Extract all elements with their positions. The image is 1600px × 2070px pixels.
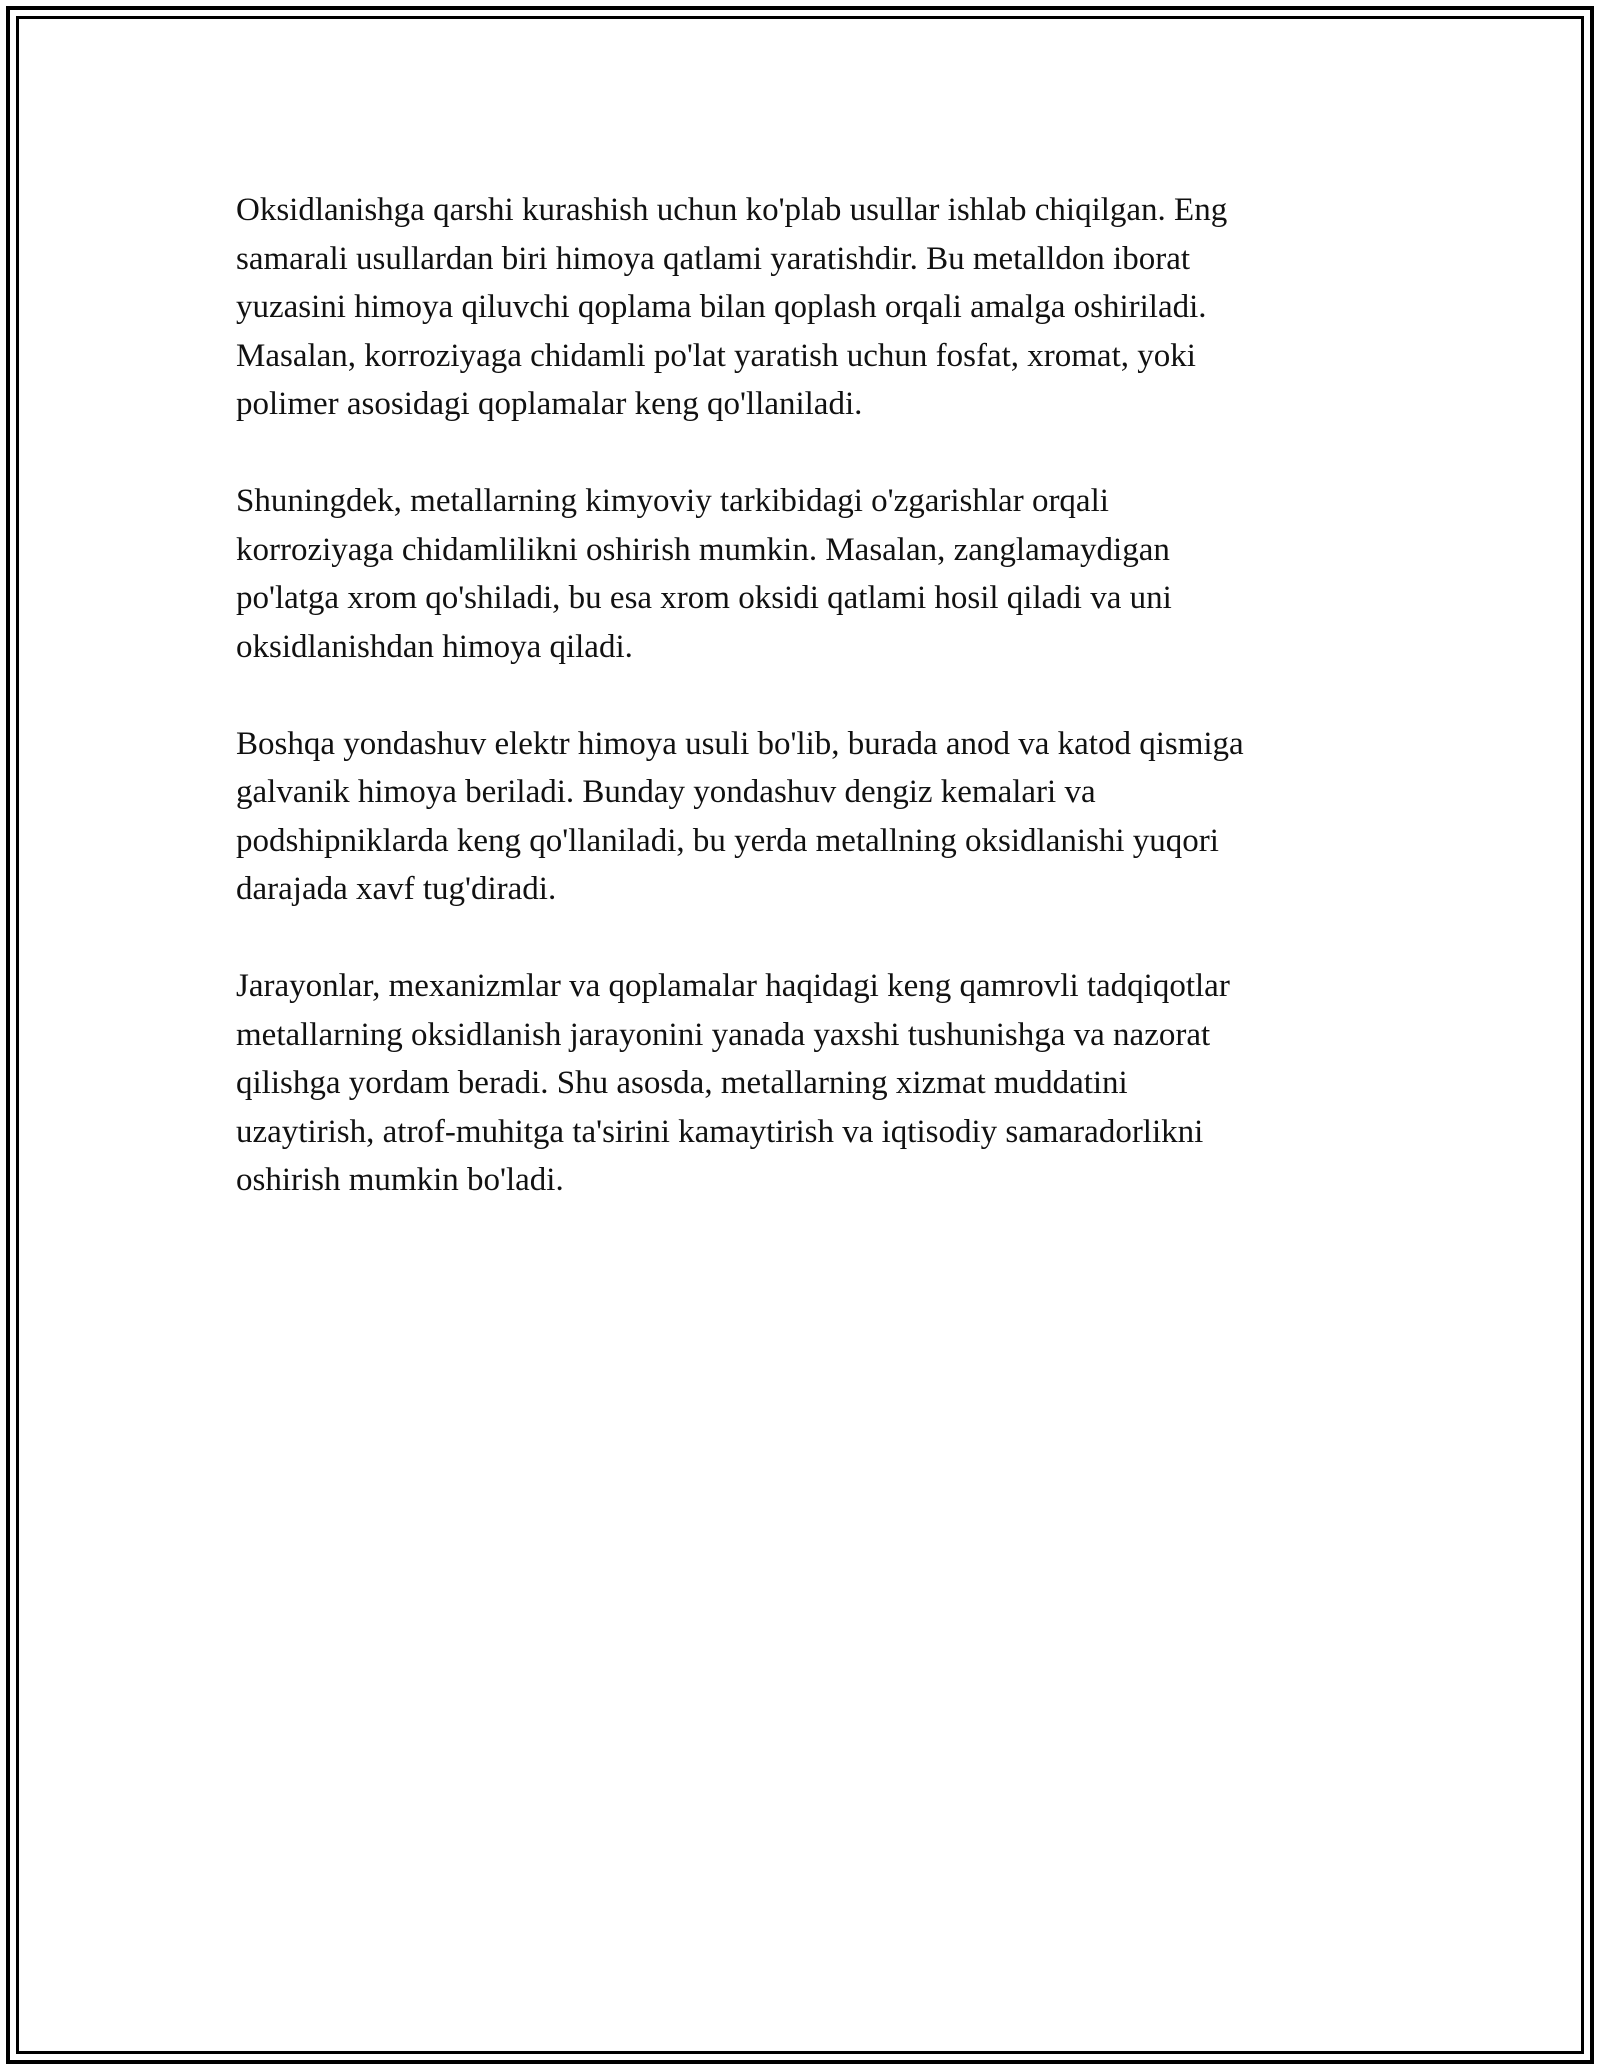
paragraph-4: Jarayonlar, mexanizmlar va qoplamalar haqidagi keng qamrovli tadqiqotlar metallarning oksidlanish jarayonini yanada yaxshi tushunishga va nazorat qilishga yordam beradi. Shu asosda, metallarning xizmat muddatini uzaytirish, atrof-muhitga ta'sirini kamaytirish va iqtisodiy samaradorlikni oshirish mumkin bo'ladi.	[236, 968, 1230, 1198]
paragraph-3: Boshqa yondashuv elektr himoya usuli bo'lib, burada anod va katod qismiga galvanik himoya beriladi. Bunday yondashuv dengiz kemalari va podshipniklarda keng qo'llaniladi, bu yerda metallning oksidlanishi yuqori darajada xavf tug'diradi.	[236, 725, 1244, 907]
document-body	[236, 186, 1386, 1253]
paragraph-2: Shuningdek, metallarning kimyoviy tarkibidagi o'zgarishlar orqali korroziyaga chidamlilikni oshirish mumkin. Masalan, zanglamaydigan po'latga xrom qo'shiladi, bu esa xrom oksidi qatlami hosil qiladi va uni oksidlanishdan himoya qiladi.	[236, 483, 1172, 665]
paragraph-1: Oksidlanishga qarshi kurashish uchun ko'plab usullar ishlab chiqilgan. Eng samarali usullardan biri himoya qatlami yaratishdir. Bu metalldon iborat yuzasini himoya qiluvchi qoplama bilan qoplash orqali amalga oshiriladi. Masalan, korroziyaga chidamli po'lat yaratish uchun fosfat, xromat, yoki polimer asosidagi qoplamalar keng qo'llaniladi.	[236, 192, 1228, 422]
